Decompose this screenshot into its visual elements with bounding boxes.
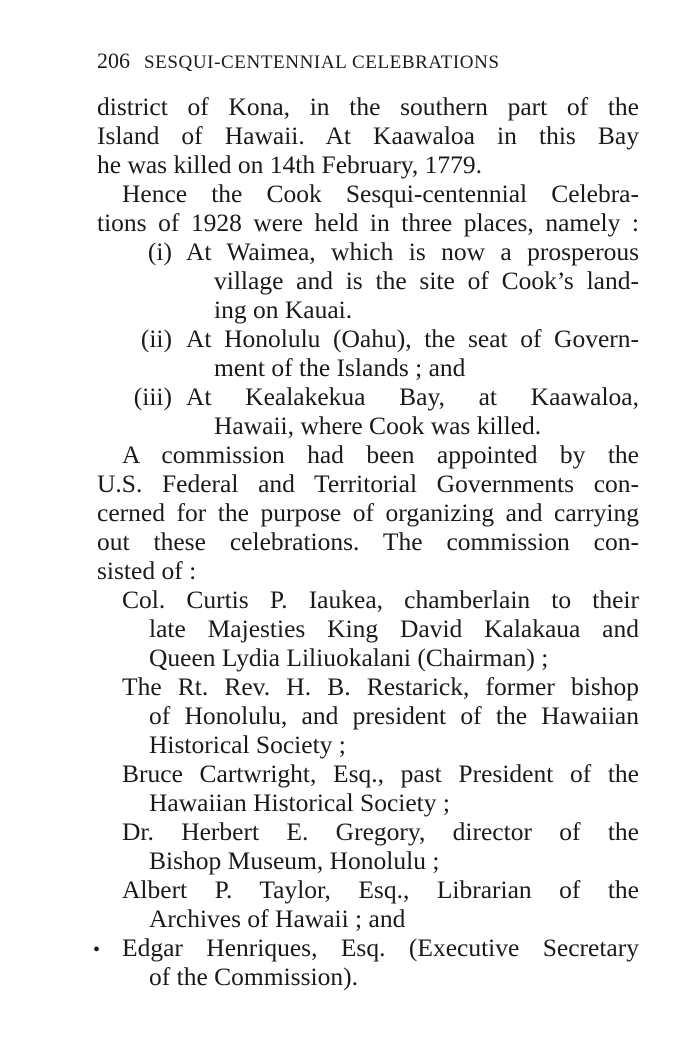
list-item-line: At Honolulu (Oahu), the seat of Govern-: [186, 324, 639, 353]
list-marker: (i): [147, 237, 172, 266]
body-line: out these celebrations. The commission con-: [97, 527, 639, 556]
body-line: sisted of :: [97, 556, 197, 585]
list-item-line: ment of the Islands ; and: [214, 353, 466, 382]
body-line: district of Kona, in the southern part of the: [97, 92, 639, 121]
list-marker: (iii): [133, 382, 172, 411]
member-line: of the Commission).: [149, 962, 358, 991]
body-line: Hence the Cook Sesqui-centennial Celebra-: [122, 179, 639, 208]
list-marker: (ii): [140, 324, 172, 353]
member-line: Archives of Hawaii ; and: [149, 904, 406, 933]
body-line: he was killed on 14th February, 1779.: [97, 150, 483, 179]
member-line: Historical Society ;: [149, 730, 346, 759]
member-line: Col. Curtis P. Iaukea, chamberlain to their: [122, 585, 639, 614]
body-line: U.S. Federal and Territorial Governments con-: [97, 469, 639, 498]
page-number: 206: [97, 48, 130, 73]
body-line: A commission had been appointed by the: [122, 440, 639, 469]
member-line: of Honolulu, and president of the Hawaiian: [149, 701, 639, 730]
member-line: Bishop Museum, Honolulu ;: [149, 846, 440, 875]
member-line: The Rt. Rev. H. B. Restarick, former bishop: [122, 672, 639, 701]
body-line: cerned for the purpose of organizing and carrying: [97, 498, 639, 527]
body-line: Island of Hawaii. At Kaawaloa in this Bay: [97, 121, 639, 150]
member-line: Dr. Herbert E. Gregory, director of the: [122, 817, 639, 846]
list-item-line: At Kealakekua Bay, at Kaawaloa,: [186, 382, 639, 411]
list-item-line: ing on Kauai.: [214, 295, 353, 324]
margin-mark: •: [93, 939, 101, 961]
running-title: SESQUI-CENTENNIAL CELEBRATIONS: [144, 52, 500, 73]
list-item-line: At Waimea, which is now a prosperous: [186, 237, 639, 266]
list-item-line: Hawaii, where Cook was killed.: [214, 411, 542, 440]
member-line: Queen Lydia Liliuokalani (Chairman) ;: [149, 643, 549, 672]
member-line: Hawaiian Historical Society ;: [149, 788, 450, 817]
list-item-line: village and is the site of Cook’s land-: [214, 266, 639, 295]
body-line: tions of 1928 were held in three places, namely :: [97, 208, 639, 237]
member-line: Edgar Henriques, Esq. (Executive Secretary: [122, 933, 639, 962]
member-line: Albert P. Taylor, Esq., Librarian of the: [122, 875, 639, 904]
member-line: late Majesties King David Kalakaua and: [149, 614, 639, 643]
member-line: Bruce Cartwright, Esq., past President of the: [122, 759, 639, 788]
running-header: [97, 48, 642, 78]
